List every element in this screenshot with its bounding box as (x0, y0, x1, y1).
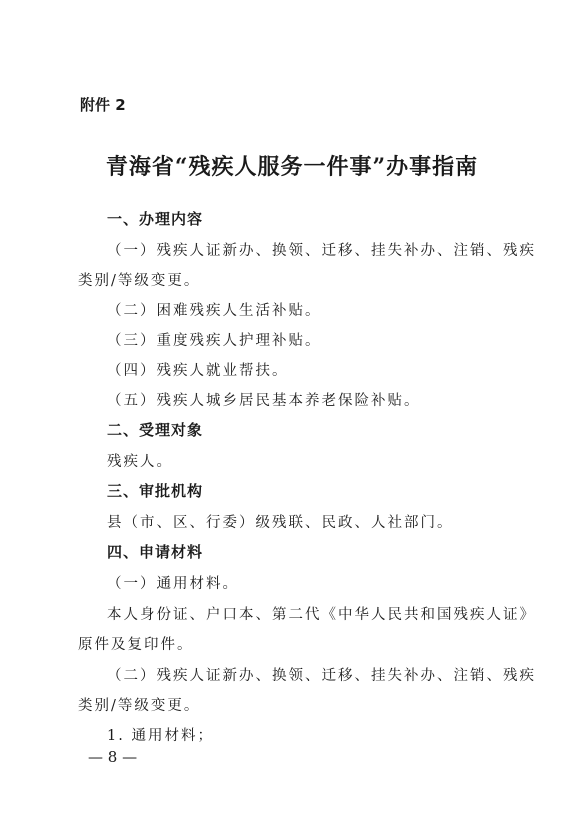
paragraph-continuation: 原件及复印件。 (78, 637, 194, 653)
page-number: — 8 — (88, 748, 138, 766)
paragraph: （五）残疾人城乡居民基本养老保险补贴。 (107, 393, 421, 409)
section-heading: 三、审批机构 (107, 482, 204, 500)
document-title: 青海省“残疾人服务一件事”办事指南 (105, 154, 479, 180)
annex-label: 附件 2 (80, 96, 126, 114)
paragraph: （一）残疾人证新办、换领、迁移、挂失补办、注销、残疾 (107, 243, 536, 259)
paragraph: （一）通用材料。 (107, 576, 239, 592)
paragraph: 县（市、区、行委）级残联、民政、人社部门。 (107, 515, 454, 531)
paragraph: （三）重度残疾人护理补贴。 (107, 333, 322, 349)
paragraph: （四）残疾人就业帮扶。 (107, 363, 289, 379)
paragraph: 1. 通用材料； (107, 728, 214, 744)
paragraph-continuation: 类别/等级变更。 (78, 273, 201, 289)
paragraph: 残疾人。 (107, 454, 173, 470)
paragraph: （二）残疾人证新办、换领、迁移、挂失补办、注销、残疾 (107, 668, 536, 684)
paragraph-continuation: 类别/等级变更。 (78, 698, 201, 714)
section-heading: 四、申请材料 (107, 543, 204, 561)
section-heading: 一、办理内容 (107, 210, 204, 228)
paragraph: 本人身份证、户口本、第二代《中华人民共和国残疾人证》 (107, 607, 536, 623)
section-heading: 二、受理对象 (107, 421, 204, 439)
paragraph: （二）困难残疾人生活补贴。 (107, 303, 322, 319)
